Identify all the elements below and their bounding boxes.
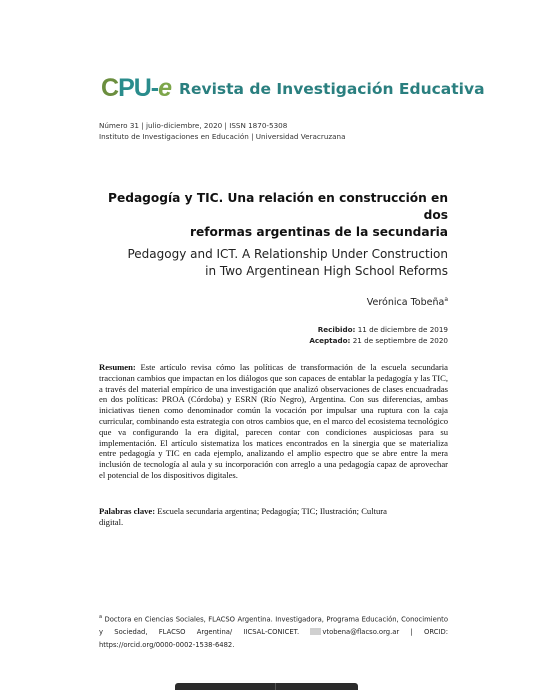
logo-dash: - [150,74,159,102]
institution-line: Instituto de Investigaciones en Educación | Universidad Veracruzana [99,132,346,141]
title-spanish-line2: reformas argentinas de la secundaria [189,225,448,239]
issue-meta [99,120,346,142]
accepted-label: Aceptado: [309,336,351,345]
abstract [99,362,448,481]
received-label: Recibido: [317,325,356,334]
issue-line: Número 31 | julio-diciembre, 2020 | ISSN 1870-5308 [99,121,288,130]
title-spanish [108,190,448,241]
footnote-email[interactable]: vtobena@flacso.org.ar [322,628,400,637]
author-footnote-mark: a [444,296,448,303]
logo-pu: PU [118,74,151,102]
author-name [367,296,448,308]
viewer-toolbar[interactable] [175,683,358,690]
toolbar-separator [275,683,276,690]
footnote-mark: a [99,614,103,620]
footnote-affiliation: Doctora en Ciencias Sociales, FLACSO Argentina. Investigadora, Programa Educación, Conocimiento y Sociedad, FLACSO Argentina/ IICSAL-CONICET. [99,615,448,637]
accepted-date [309,335,448,346]
journal-title: Revista de Investigación Educativa [179,79,485,98]
title-english [108,246,448,280]
received-date [309,324,448,335]
title-spanish-line1: Pedagogía y TIC. Una relación en construcción en dos [108,191,448,222]
title-english-line2: in Two Argentinean High School Reforms [205,264,448,278]
submission-dates [309,324,448,346]
footnote-orcid[interactable]: | ORCID: https://orcid.org/0000-0002-1538-6482. [99,628,448,650]
author-footnote [99,611,448,652]
keywords-label: Palabras clave: [99,506,156,516]
title-english-line1: Pedagogy and ICT. A Relationship Under Construction [127,247,448,261]
abstract-label: Resumen: [99,362,136,372]
author-name-text: Verónica Tobeña [366,297,445,309]
logo-c: C [101,74,119,102]
accepted-value: 21 de septiembre de 2020 [352,336,448,345]
journal-logo [101,76,171,101]
keywords [99,506,399,528]
logo-e: e [158,74,172,102]
keywords-text: Escuela secundaria argentina; Pedagogía; TIC; Ilustración; Cultura digital. [99,506,387,527]
abstract-text: Este artículo revisa cómo las políticas de transformación de la escuela secundaria traccionan cambios que impactan en los diálogos que son capaces de entablar la pedagogía y las TIC, a través del material empírico de una investigación que analizó observaciones de clases encuadradas en dos políticas: PROA (Córdoba) y ESRN (Río Negro), Argentina. Con sus diferencias, ambas iniciativas tienen como denominador común la vocación por impulsar una ruptura con la caja curricular, combinando esta estrategia con otros cambios que, en el marco del ecosistema tecnológico que va configurando la era digital, parecen contar con condiciones auspiciosas para su implementación. El artículo sistematiza los matices encontrados en la sinergia que se materializa entre pedagogía y TIC en cada ejemplo, analizando el amplio espectro que se abre entre la mera inclusión de tecnología al aula y su incorporación con arreglo a una pedagogía capaz de aprovechar el potencial de los dispositivos digitales. [99,362,448,480]
received-value: 11 de diciembre de 2019 [357,325,448,334]
email-icon [310,628,321,635]
journal-header [101,76,485,101]
